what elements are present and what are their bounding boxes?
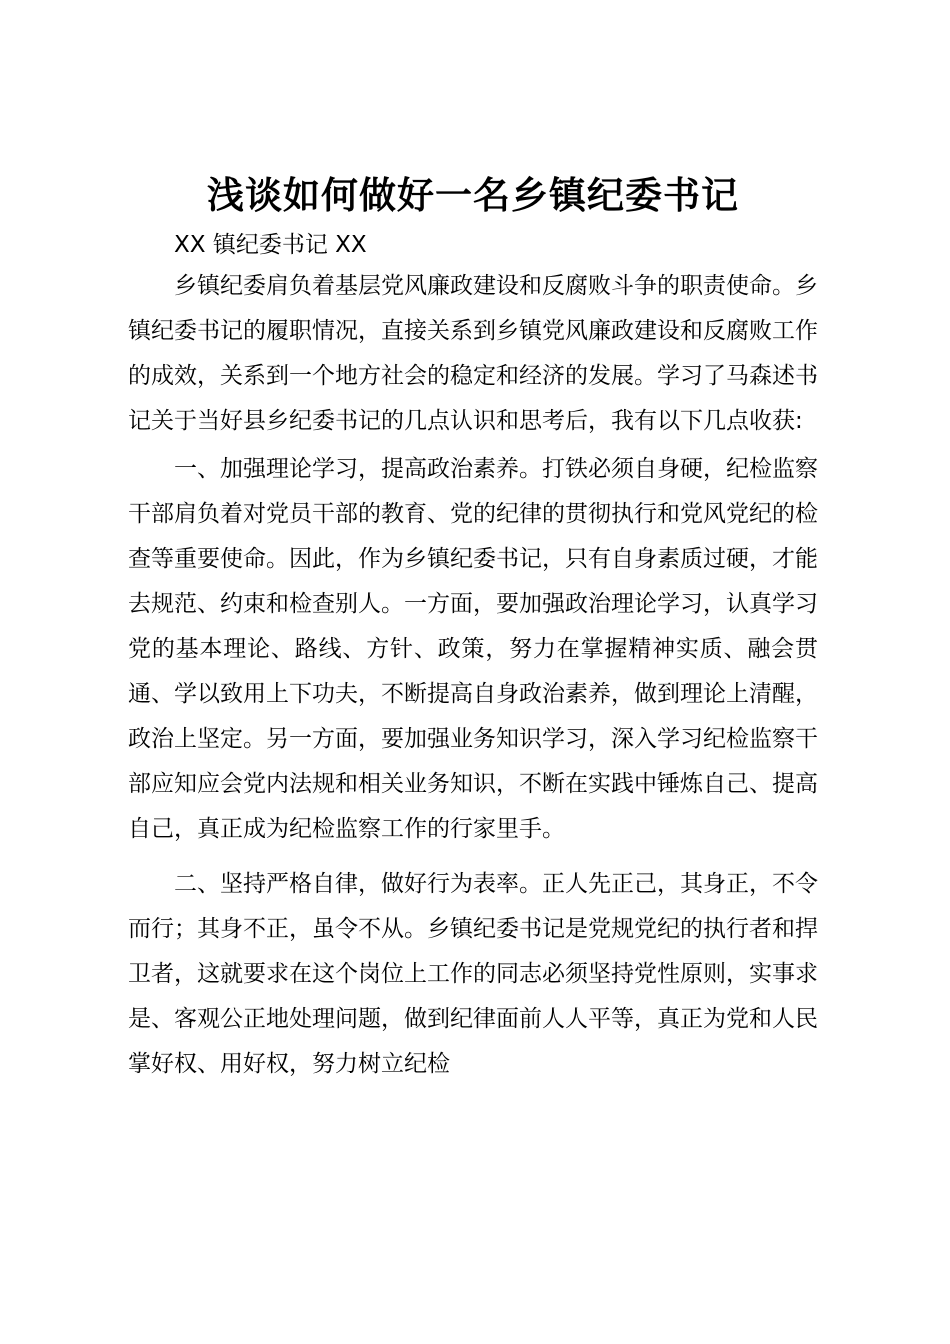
author-line: XX 镇纪委书记 XX [174, 232, 367, 258]
paragraph-section-two: 二、坚持严格自律，做好行为表率。正人先正己，其身正，不令而行；其身不正，虽令不从。乡镇纪委书记是党规党纪的执行者和捍卫者，这就要求在这个岗位上工作的同志必须坚持党性原则，实事求是、客观公正地处理问题，做到纪律面前人人平等，真正为党和人民掌好权、用好权，努力树立纪检 [128, 871, 818, 1077]
document-title: 浅谈如何做好一名乡镇纪委书记 [207, 173, 739, 217]
paragraph-section-one: 一、加强理论学习，提高政治素养。打铁必须自身硬，纪检监察干部肩负着对党员干部的教育、党的纪律的贯彻执行和党风党纪的检查等重要使命。因此，作为乡镇纪委书记，只有自身素质过硬，才能去规范、约束和检查别人。一方面，要加强政治理论学习，认真学习党的基本理论、路线、方针、政策，努力在掌握精神实质、融会贯通、学以致用上下功夫，不断提高自身政治素养，做到理论上清醒，政治上坚定。另一方面，要加强业务知识学习，深入学习纪检监察干部应知应会党内法规和相关业务知识，不断在实践中锤炼自己、提高自己，真正成为纪检监察工作的行家里手。 [128, 456, 818, 842]
document-page [128, 168, 818, 1087]
paragraph-intro: 乡镇纪委肩负着基层党风廉政建设和反腐败斗争的职责使命。乡镇纪委书记的履职情况，直接关系到乡镇党风廉政建设和反腐败工作的成效，关系到一个地方社会的稳定和经济的发展。学习了马森述书记关于当好县乡纪委书记的几点认识和思考后，我有以下几点收获: [128, 273, 818, 434]
